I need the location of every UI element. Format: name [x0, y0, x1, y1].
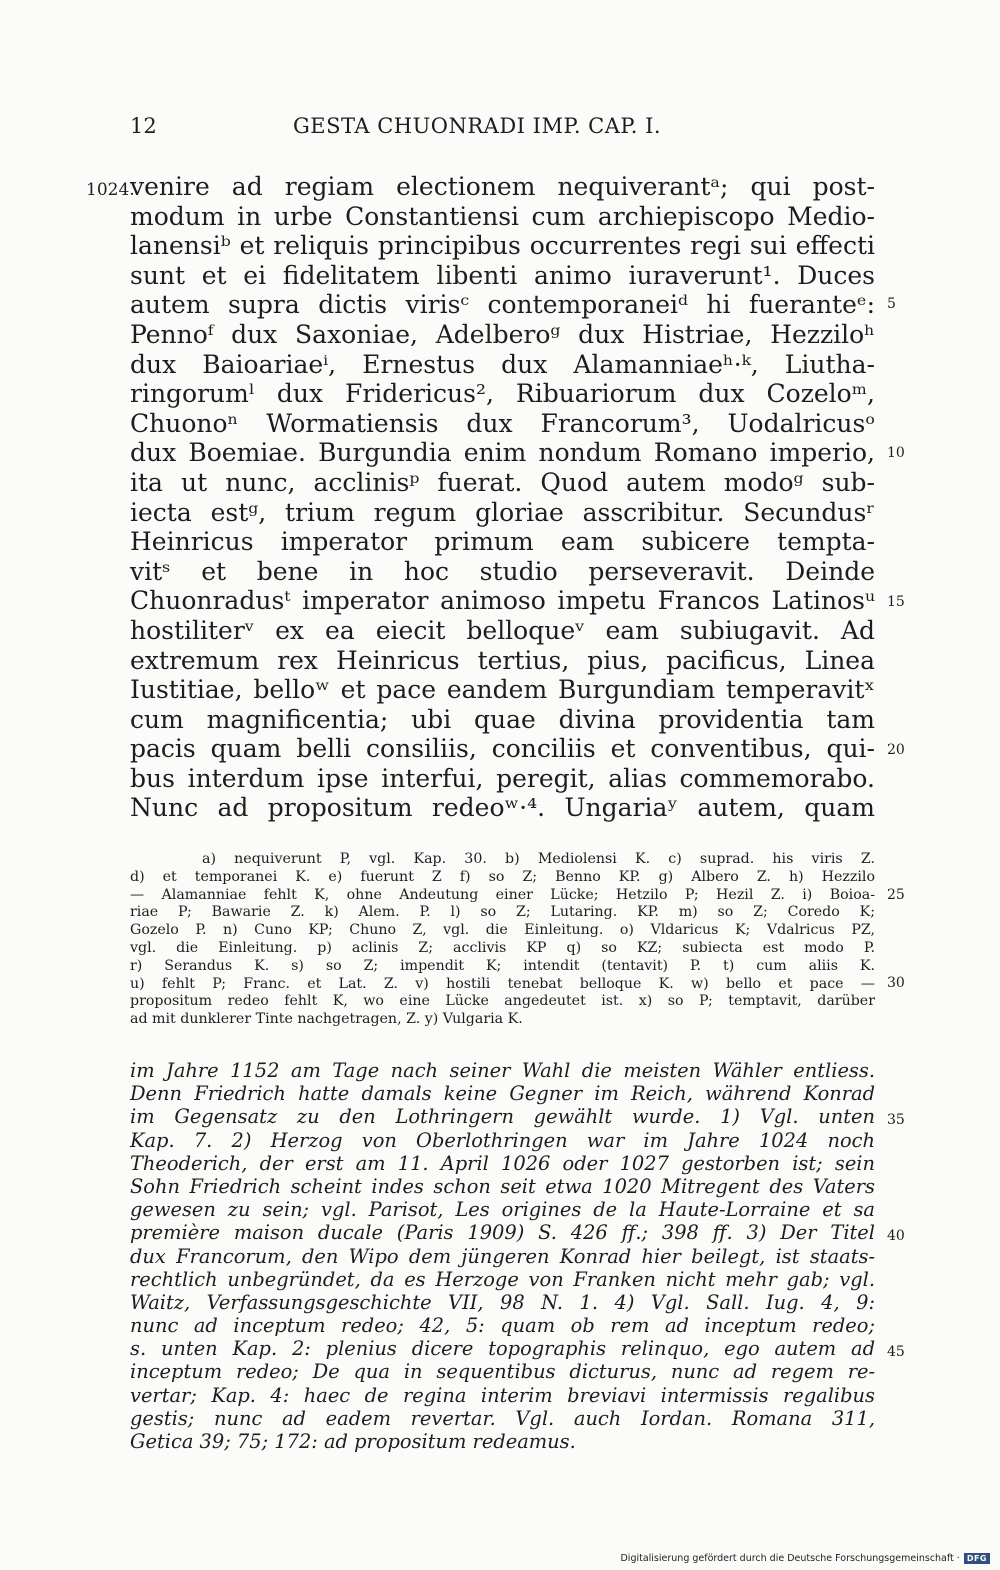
- apparatus-line: d) et temporanei K. e) fuerunt Z f) so Z; Benno KP. g) Albero Z. h) Hezzilo: [130, 868, 875, 885]
- text-line: Nunc ad propositum redeoʷ·⁴. Ungariaʸ autem, quam: [130, 793, 875, 823]
- apparatus-line: ad mit dunklerer Tinte nachgetragen, Z. y) Vulgaria K.: [130, 1011, 523, 1028]
- text-line: autem supra dictis virisᶜ contemporaneiᵈ hi fueranteᵉ:: [130, 290, 875, 320]
- text-line: dux Baioariaeⁱ, Ernestus dux Alamanniaeʰ·ᵏ, Liutha-: [130, 349, 875, 379]
- apparatus-line: Gozelo P. n) Cuno KP; Chuno Z, vgl. die Einleitung. o) Vldaricus K; Vdalricus PZ,: [130, 922, 875, 939]
- apparatus-line: — Alamanniae fehlt K, ohne Andeutung einer Lücke; Hetzilo P; Hezil Z. i) Boioa-: [130, 886, 875, 903]
- commentary-line: Waitz, Verfassungsgeschichte VII, 98 N. 1. 4) Vgl. Sall. Iug. 4, 9:: [130, 1290, 875, 1314]
- text-line: Pennoᶠ dux Saxoniae, Adelberoᵍ dux Histriae, Hezziloʰ: [130, 319, 875, 349]
- text-line: ita ut nunc, acclinisᵖ fuerat. Quod autem modoᵍ sub-: [130, 467, 875, 497]
- commentary-line: im Jahre 1152 am Tage nach seiner Wahl die meisten Wähler entliess.: [130, 1059, 875, 1082]
- text-line: ringorumˡ dux Fridericus², Ribuariorum dux Cozeloᵐ,: [130, 379, 875, 409]
- text-line: lanensiᵇ et reliquis principibus occurrentes regi sui effecti: [130, 231, 875, 261]
- text-line: vitˢ et bene in hoc studio perseveravit. Deinde: [130, 556, 875, 586]
- text-line: bus interdum ipse interfui, peregit, alias commemorabo.: [130, 763, 875, 793]
- running-title: GESTA CHUONRADI IMP. CAP. I.: [293, 114, 662, 138]
- commentary-line: Sohn Friedrich scheint indes schon seit etwa 1020 Mitregent des Vaters: [130, 1174, 875, 1198]
- text-line: Heinricus imperator primum eam subicere tempta-: [130, 527, 875, 557]
- commentary-line: gestis; nunc ad eadem revertar. Vgl. auch Iordan. Romana 311,: [130, 1406, 875, 1430]
- text-line: pacis quam belli consiliis, conciliis et conventibus, qui-: [130, 734, 875, 764]
- text-line: extremum rex Heinricus tertius, pius, pacificus, Linea: [130, 645, 875, 675]
- commentary-line: inceptum redeo; De qua in sequentibus dicturus, nunc ad regem re-: [130, 1360, 875, 1384]
- line-number: 40: [887, 1228, 905, 1244]
- margin-year: 1024.: [86, 180, 135, 200]
- dfg-logo: DFG: [964, 1553, 990, 1564]
- text-line: venire ad regiam electionem nequiverantᵃ; qui post-: [130, 172, 875, 201]
- line-number: 20: [887, 742, 905, 758]
- commentary-line: nunc ad inceptum redeo; 42, 5: quam ob rem ad inceptum redeo;: [130, 1314, 875, 1338]
- text-line: Iustitiae, belloʷ et pace eandem Burgundiam temperavitˣ: [130, 675, 875, 705]
- commentary-line: dux Francorum, den Wipo dem jüngeren Konrad hier beilegt, ist staats-: [130, 1244, 875, 1268]
- text-line: Chuonradusᵗ imperator animoso impetu Francos Latinosᵘ: [130, 586, 875, 616]
- apparatus-line: r) Serandus K. s) so Z; impendit K; intendit (tentavit) P. t) cum aliis K.: [130, 957, 875, 974]
- credit-text: Digitalisierung gefördert durch die Deutsche Forschungsgemeinschaft ·: [620, 1553, 960, 1564]
- digitization-credit: [620, 1553, 990, 1564]
- commentary-line: im Gegensatz zu den Lothringern gewählt wurde. 1) Vgl. unten: [130, 1105, 875, 1129]
- commentary-notes: [130, 1059, 875, 1453]
- text-line: modum in urbe Constantiensi cum archiepiscopo Medio-: [130, 201, 875, 231]
- commentary-line: première maison ducale (Paris 1909) S. 426 ff.; 398 ff. 3) Der Titel: [130, 1221, 875, 1245]
- page-number: 12: [130, 114, 157, 138]
- commentary-line: Getica 39; 75; 172: ad propositum redeamus.: [130, 1430, 576, 1453]
- apparatus-line: vgl. die Einleitung. p) aclinis Z; acclivis KP q) so KZ; subiecta est modo P.: [130, 939, 875, 956]
- text-line: sunt et ei fidelitatem libenti animo iuraverunt¹. Duces: [130, 260, 875, 290]
- line-number: 5: [887, 296, 896, 312]
- commentary-line: vertar; Kap. 4: haec de regina interim breviavi intermissis regalibus: [130, 1383, 875, 1407]
- line-number: 30: [887, 975, 905, 991]
- running-head: [130, 114, 875, 144]
- critical-apparatus: [130, 851, 875, 1029]
- line-number: 35: [887, 1112, 905, 1128]
- text-line: Chuonoⁿ Wormatiensis dux Francorum³, Uodalricusᵒ: [130, 408, 875, 438]
- text-line: cum magnificentia; ubi quae divina providentia tam: [130, 704, 875, 734]
- line-number: 25: [887, 887, 905, 903]
- apparatus-line: riae P; Bawarie Z. k) Alem. P. l) so Z; Lutaring. KP. m) so Z; Coredo K;: [130, 904, 875, 921]
- commentary-line: rechtlich unbegründet, da es Herzoge von Franken nicht mehr gab; vgl.: [130, 1267, 875, 1291]
- text-line: iecta estᵍ, trium regum gloriae asscribitur. Secundusʳ: [130, 497, 875, 527]
- apparatus-line: propositum redeo fehlt K, wo eine Lücke angedeutet ist. x) so P; temptavit, darüber: [130, 993, 875, 1010]
- main-text: [130, 172, 875, 823]
- commentary-line: Theoderich, der erst am 11. April 1026 oder 1027 gestorben ist; sein: [130, 1151, 875, 1175]
- commentary-line: Kap. 7. 2) Herzog von Oberlothringen war im Jahre 1024 noch: [130, 1128, 875, 1152]
- commentary-line: s. unten Kap. 2: plenius dicere topographis relinquo, ego autem ad: [130, 1337, 875, 1361]
- text-line: dux Boemiae. Burgundia enim nondum Romano imperio,: [130, 438, 875, 468]
- text-line: hostiliterᵛ ex ea eiecit belloqueᵛ eam subiugavit. Ad: [130, 615, 875, 645]
- apparatus-line: u) fehlt P; Franc. et Lat. Z. v) hostili tenebat belloque K. w) bello et pace —: [130, 975, 875, 992]
- line-number: 45: [887, 1344, 905, 1360]
- line-number: 10: [887, 445, 905, 461]
- commentary-line: gewesen zu sein; vgl. Parisot, Les origines de la Haute-Lorraine et sa: [130, 1198, 875, 1222]
- apparatus-line: a) nequiverunt P, vgl. Kap. 30. b) Mediolensi K. c) suprad. his viris Z.: [202, 851, 875, 867]
- commentary-line: Denn Friedrich hatte damals keine Gegner im Reich, während Konrad: [130, 1082, 875, 1106]
- line-number: 15: [887, 594, 905, 610]
